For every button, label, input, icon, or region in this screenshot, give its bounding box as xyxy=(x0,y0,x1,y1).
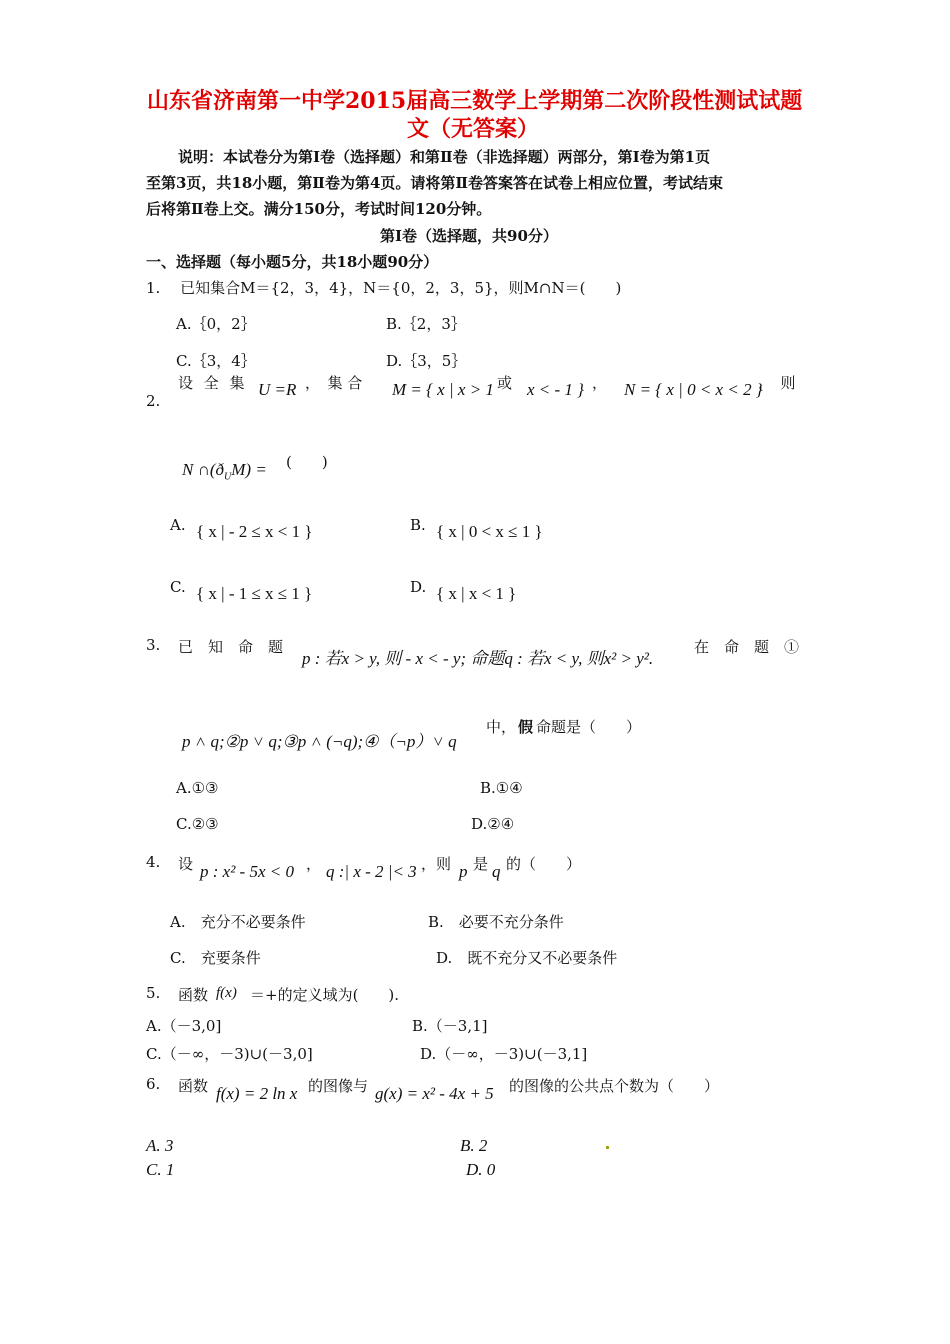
q5-math-f: f(x) xyxy=(216,985,237,1001)
q2-math-expression xyxy=(182,460,267,482)
q2-option-a: { x | - 2 ≤ x < 1 } xyxy=(196,522,313,541)
q1-option-c: C.｛3，4｝ xyxy=(176,352,256,370)
q2-option-d: { x | x < 1 } xyxy=(436,584,517,603)
q2-text-1: 设 全 集 xyxy=(178,374,248,392)
q2-option-b-label: B. xyxy=(410,516,426,534)
q5-option-a: A.（－3,0] xyxy=(146,1017,222,1035)
q4-option-a: A. 充分不必要条件 xyxy=(170,913,306,931)
q3-math-propositions: p ˄ q;②p ˅ q;③p ˄ (¬q);④（¬p）˅ q xyxy=(182,732,457,751)
q2-text-then: ， 则 xyxy=(758,374,796,392)
q5-number: 5. xyxy=(146,984,161,1002)
q3-text-2: 在 命 题 ① xyxy=(694,638,800,656)
document-title-line1: 山东省济南第一中学2015届高三数学上学期第二次阶段性测试试题 xyxy=(147,88,803,114)
q4-number: 4. xyxy=(146,853,161,871)
part1-heading: 第Ⅰ卷（选择题，共90分） xyxy=(380,227,558,245)
q5-text-1: 函数 xyxy=(178,986,209,1004)
q6-option-d: D. 0 xyxy=(466,1160,496,1179)
q2-expr-sub: U xyxy=(224,471,232,483)
q4-option-c: C. 充要条件 xyxy=(170,949,261,967)
q3-text-false: 假 xyxy=(518,718,534,736)
q5-option-c: C.（－∞，－3)∪(－3,0] xyxy=(146,1045,313,1063)
q2-number: 2. xyxy=(146,392,161,410)
q2-text-or: 或 xyxy=(497,374,513,392)
q5-text-2: ＝+的定义域为( ). xyxy=(250,986,400,1004)
q1-option-a: A.｛0，2｝ xyxy=(176,315,256,333)
intro-line1: 说明：本试卷分为第Ⅰ卷（选择题）和第Ⅱ卷（非选择题）两部分，第Ⅰ卷为第1页 xyxy=(178,148,711,166)
q6-text-1: 函数 xyxy=(178,1077,209,1095)
q2-math-m: M = { x | x > 1 xyxy=(392,380,494,399)
q4-math-q2: q xyxy=(492,862,501,881)
q3-option-b: B.①④ xyxy=(480,779,523,797)
q4-option-d: D. 既不充分又不必要条件 xyxy=(436,949,618,967)
q2-option-b: { x | 0 < x ≤ 1 } xyxy=(436,522,543,541)
q2-math-m2: x < - 1 } xyxy=(527,380,584,399)
q4-math-q: q :| x - 2 |< 3 xyxy=(326,862,417,881)
q6-math-g: g(x) = x² - 4x + 5 xyxy=(375,1084,494,1103)
q2-expr-part1: N ∩(ð xyxy=(182,460,225,479)
q6-option-b: B. 2 xyxy=(460,1136,488,1155)
q3-number: 3. xyxy=(146,636,161,654)
q4-text-1: 设 xyxy=(178,855,194,873)
intro-line2: 至第3页，共18小题，第Ⅱ卷为第4页。请将第Ⅱ卷答案答在试卷上相应位置，考试结束 xyxy=(146,174,724,192)
q2-math-u: U =R xyxy=(258,380,297,399)
section1-heading: 一、选择题（每小题5分，共18小题90分） xyxy=(146,253,439,271)
q6-text-2: 的图像与 xyxy=(308,1077,369,1095)
q4-text-3: ，则 xyxy=(421,855,452,873)
q4-option-b: B. 必要不充分条件 xyxy=(428,913,564,931)
q2-answer-paren: ( ) xyxy=(286,453,328,471)
q1-option-b: B.｛2，3｝ xyxy=(386,315,466,333)
q1-stem: 1. 已知集合M＝{2，3，4}，N＝{0，2，3，5}，则M∩N＝( ) xyxy=(146,279,622,297)
q2-text-2: ， 集 合 xyxy=(305,374,363,392)
q6-math-f: f(x) = 2 ln x xyxy=(216,1084,298,1103)
q4-math-p2: p xyxy=(459,862,468,881)
q3-text-3: 中， xyxy=(486,718,517,736)
q6-option-a: A. 3 xyxy=(146,1136,174,1155)
stray-dot xyxy=(606,1146,609,1149)
q5-option-d: D.（－∞，－3)∪(－3,1] xyxy=(420,1045,588,1063)
q1-option-d: D.｛3，5｝ xyxy=(386,352,467,370)
q3-text-4: 命题是（ ） xyxy=(536,718,642,736)
intro-line3: 后将第Ⅱ卷上交。满分150分，考试时间120分钟。 xyxy=(146,200,492,218)
q3-option-a: A.①③ xyxy=(176,779,219,797)
q3-option-d: D.②④ xyxy=(471,815,515,833)
q6-number: 6. xyxy=(146,1075,161,1093)
q2-expr-part2: M) = xyxy=(231,460,267,479)
q3-text-1: 已 知 命 题 xyxy=(178,638,284,656)
q3-option-c: C.②③ xyxy=(176,815,219,833)
q4-text-2: ， xyxy=(306,855,322,873)
document-title-line2: 文（无答案） xyxy=(407,116,540,142)
q4-text-5: 的（ ） xyxy=(506,855,582,873)
q5-option-b: B.（－3,1] xyxy=(412,1017,488,1035)
q2-option-d-label: D. xyxy=(410,578,427,596)
q6-option-c: C. 1 xyxy=(146,1160,175,1179)
q4-math-p: p : x² - 5x < 0 xyxy=(200,862,294,881)
q2-option-c: { x | - 1 ≤ x ≤ 1 } xyxy=(196,584,313,603)
q3-math-premise: p : 若x > y, 则 - x < - y; 命题q : 若x < y, 则x² > y². xyxy=(302,649,654,668)
q2-option-c-label: C. xyxy=(170,578,186,596)
q6-text-3: 的图像的公共点个数为（ ） xyxy=(509,1077,720,1095)
q2-math-n: N = { x | 0 < x < 2 } xyxy=(624,380,763,399)
q2-option-a-label: A. xyxy=(170,516,186,534)
q2-text-comma: ， xyxy=(592,374,608,392)
q4-text-4: 是 xyxy=(473,855,489,873)
